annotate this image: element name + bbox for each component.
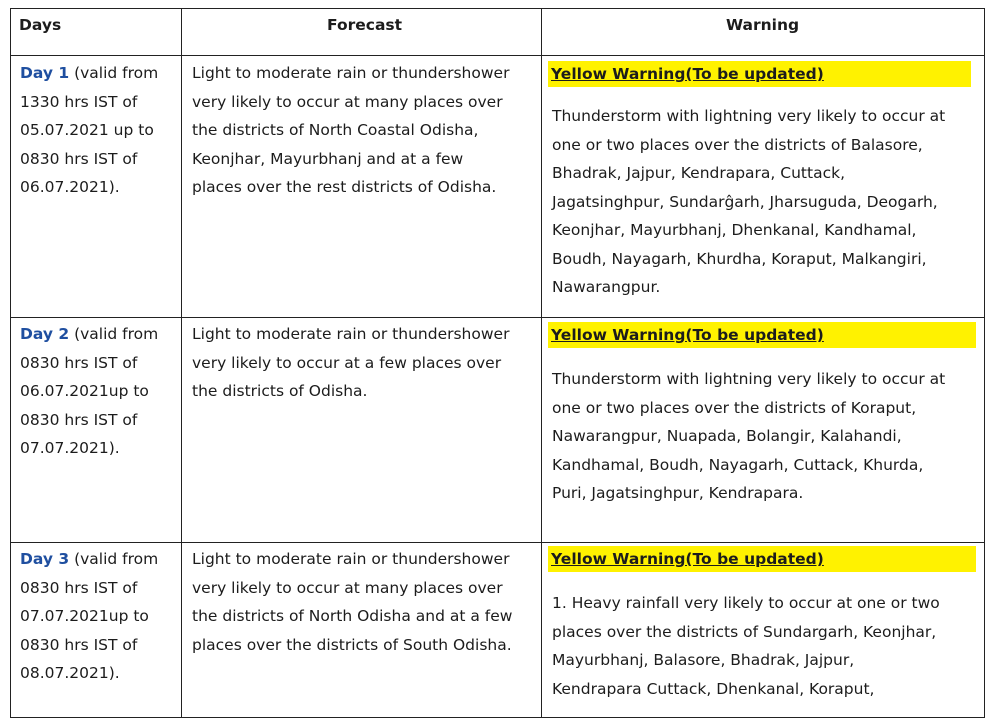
row-divider (11, 542, 984, 543)
column-divider (181, 9, 182, 717)
warning-1-title: Yellow Warning(To be updated) (548, 61, 971, 87)
row-divider (11, 317, 984, 318)
day-3-cell: Day 3 (valid from 0830 hrs IST of 07.07.2021up to 0830 hrs IST of 08.07.2021). (20, 550, 159, 682)
forecast-3-cell: Light to moderate rain or thundershower very likely to occur at many places over the districts of North Odisha and at a few places over the districts of South Odisha. (192, 550, 513, 654)
forecast-2-cell: Light to moderate rain or thundershower very likely to occur at a few places over the districts of Odisha. (192, 325, 510, 400)
day-label: Day 1 (20, 64, 70, 82)
header-warning: Warning (726, 16, 800, 34)
header-days: Days (19, 16, 62, 34)
day-1-cell: Day 1 (valid from 1330 hrs IST of 05.07.2021 up to 0830 hrs IST of 06.07.2021). (20, 64, 159, 196)
column-divider (541, 9, 542, 717)
warning-2-title: Yellow Warning(To be updated) (548, 322, 976, 348)
day-label: Day 3 (20, 550, 70, 568)
warning-2-text: Thunderstorm with lightning very likely to occur at one or two places over the districts of Koraput, Nawarangpur, Nuapada, Bolangir, Kalahandi, Kandhamal, Boudh, Nayagarh, Cuttack, Khurda, Puri, Jagatsinghpur, Kendrapara. (552, 370, 946, 502)
header-forecast: Forecast (327, 16, 403, 34)
warning-3-text: 1. Heavy rainfall very likely to occur at one or two places over the districts of Sundargarh, Keonjhar, Mayurbhanj, Balasore, Bhadrak, Jajpur, Kendrapara Cuttack, Dhenkanal, Koraput, (552, 594, 940, 698)
forecast-table (10, 8, 985, 718)
forecast-1-cell: Light to moderate rain or thundershower very likely to occur at many places over the districts of North Coastal Odisha, Keonjhar, Mayurbhanj and at a few places over the rest districts of Odisha. (192, 64, 510, 196)
warning-1-text: Thunderstorm with lightning very likely to occur at one or two places over the districts of Balasore, Bhadrak, Jajpur, Kendrapara, Cuttack, Jagatsinghpur, Sundarĝarh, Jharsuguda, Deogarh, Keonjhar, Mayurbhanj, Dhenkanal, Kandhamal, Boudh, Nayagarh, Khurdha, Koraput, Malkangiri, Nawarangpur. (552, 107, 946, 296)
day-label: Day 2 (20, 325, 70, 343)
day-2-cell: Day 2 (valid from 0830 hrs IST of 06.07.2021up to 0830 hrs IST of 07.07.2021). (20, 325, 159, 457)
warning-3-title: Yellow Warning(To be updated) (548, 546, 976, 572)
row-divider (11, 55, 984, 56)
